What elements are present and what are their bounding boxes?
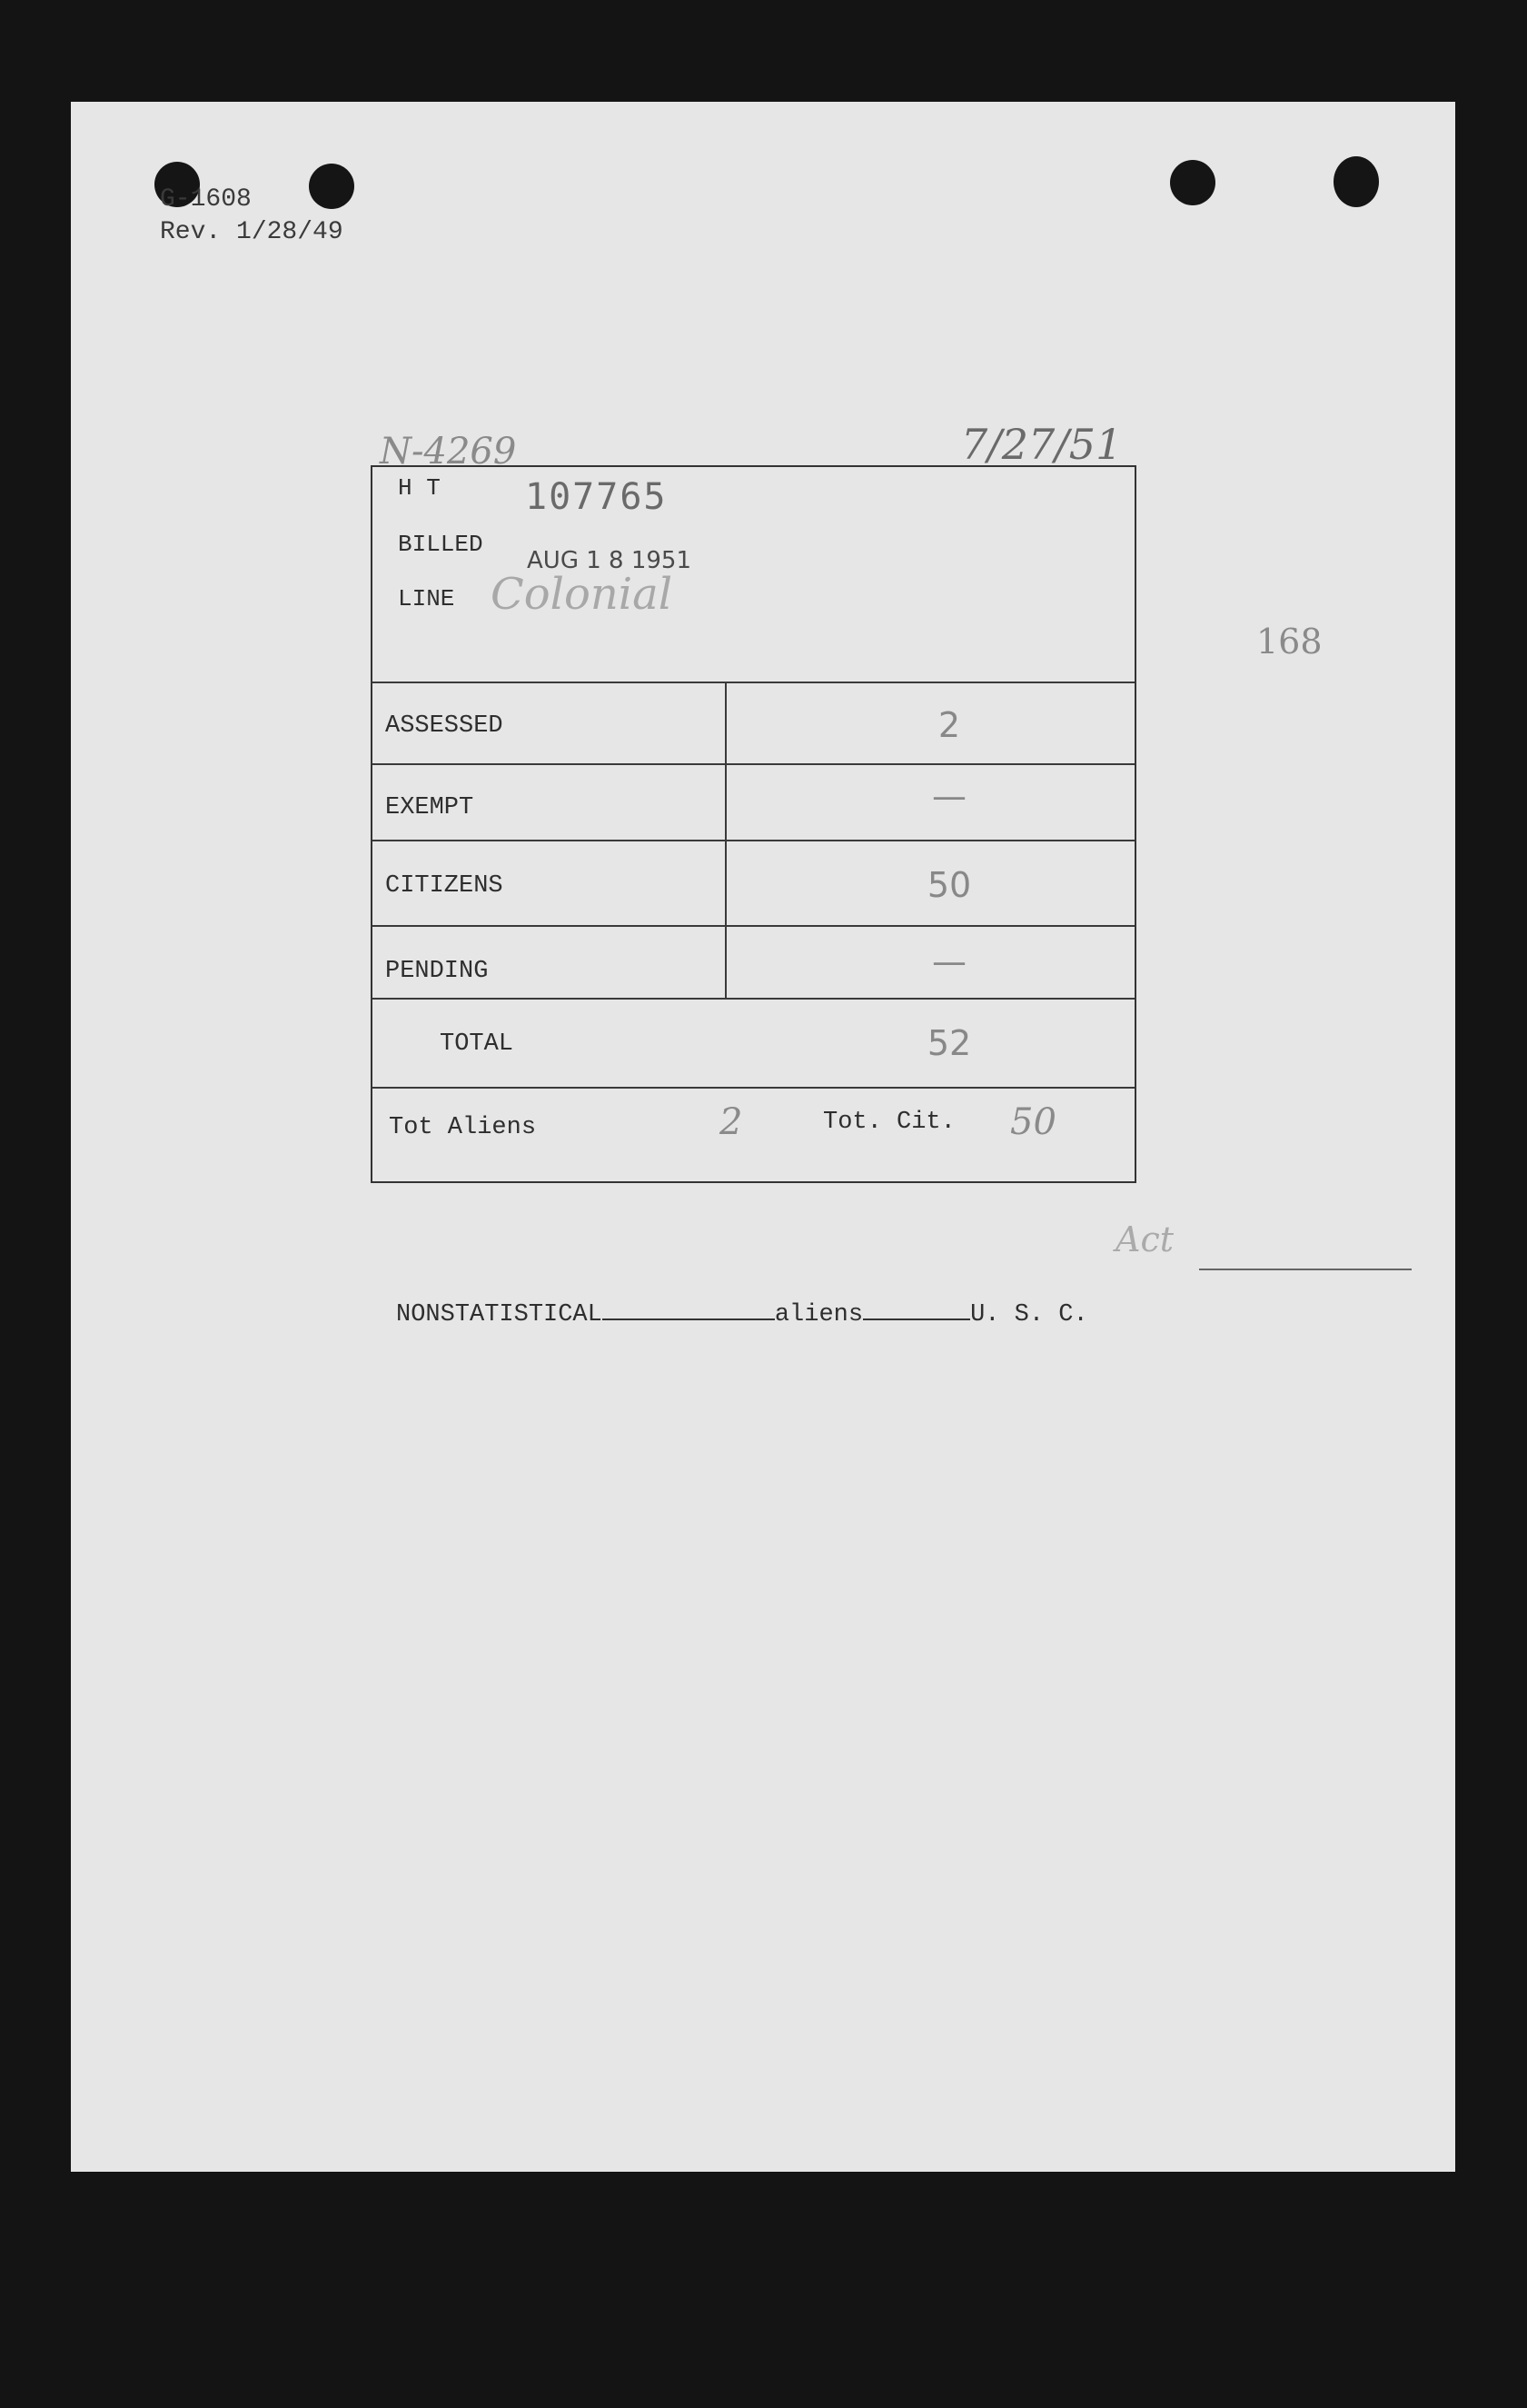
punch-hole (1334, 156, 1379, 207)
line-value: Colonial (491, 569, 673, 620)
divider (372, 925, 1135, 927)
line-label: LINE (398, 585, 455, 612)
total-value: 52 (927, 1023, 972, 1063)
billed-stamp: AUG 1 8 1951 (527, 547, 692, 574)
assessed-value: 2 (937, 705, 961, 745)
citizens-value: 50 (927, 865, 972, 905)
page-number: 168 (1256, 622, 1323, 662)
exempt-label: EXEMPT (385, 794, 474, 821)
pending-label: PENDING (385, 958, 489, 985)
tot-aliens-label: Tot Aliens (389, 1114, 537, 1141)
form-code: G-1608 (160, 185, 252, 214)
manifest-box (371, 465, 1136, 1183)
tot-aliens-value: 2 (719, 1101, 743, 1143)
header-date: 7/27/51 (961, 420, 1123, 469)
form-identifier (160, 184, 343, 249)
punch-hole (1170, 160, 1215, 205)
ht-number: 107765 (525, 476, 668, 518)
tot-cit-label: Tot. Cit. (823, 1109, 956, 1136)
pending-value: — (932, 941, 967, 981)
aliens-label: aliens (774, 1301, 864, 1328)
divider (372, 840, 1135, 841)
nonstatistical-blank (602, 1318, 775, 1320)
total-label: TOTAL (440, 1030, 514, 1058)
file-number: N-4269 (380, 431, 517, 473)
aliens-blank (863, 1318, 970, 1320)
form-revision: Rev. 1/28/49 (160, 218, 343, 246)
exempt-value: — (932, 776, 967, 816)
initials: Act (1116, 1219, 1174, 1259)
signature-line (1199, 1269, 1412, 1270)
nonstatistical-line (396, 1301, 1088, 1328)
assessed-label: ASSESSED (385, 712, 503, 740)
citizens-label: CITIZENS (385, 872, 503, 900)
ht-label: H T (398, 474, 441, 502)
divider (372, 763, 1135, 765)
divider (372, 998, 1135, 1000)
divider (372, 682, 1135, 683)
nonstatistical-label: NONSTATISTICAL (396, 1301, 602, 1328)
tot-cit-value: 50 (1010, 1101, 1056, 1143)
billed-label: BILLED (398, 531, 483, 558)
usc-label: U. S. C. (970, 1301, 1088, 1328)
document-page (71, 102, 1455, 2172)
divider (372, 1087, 1135, 1089)
